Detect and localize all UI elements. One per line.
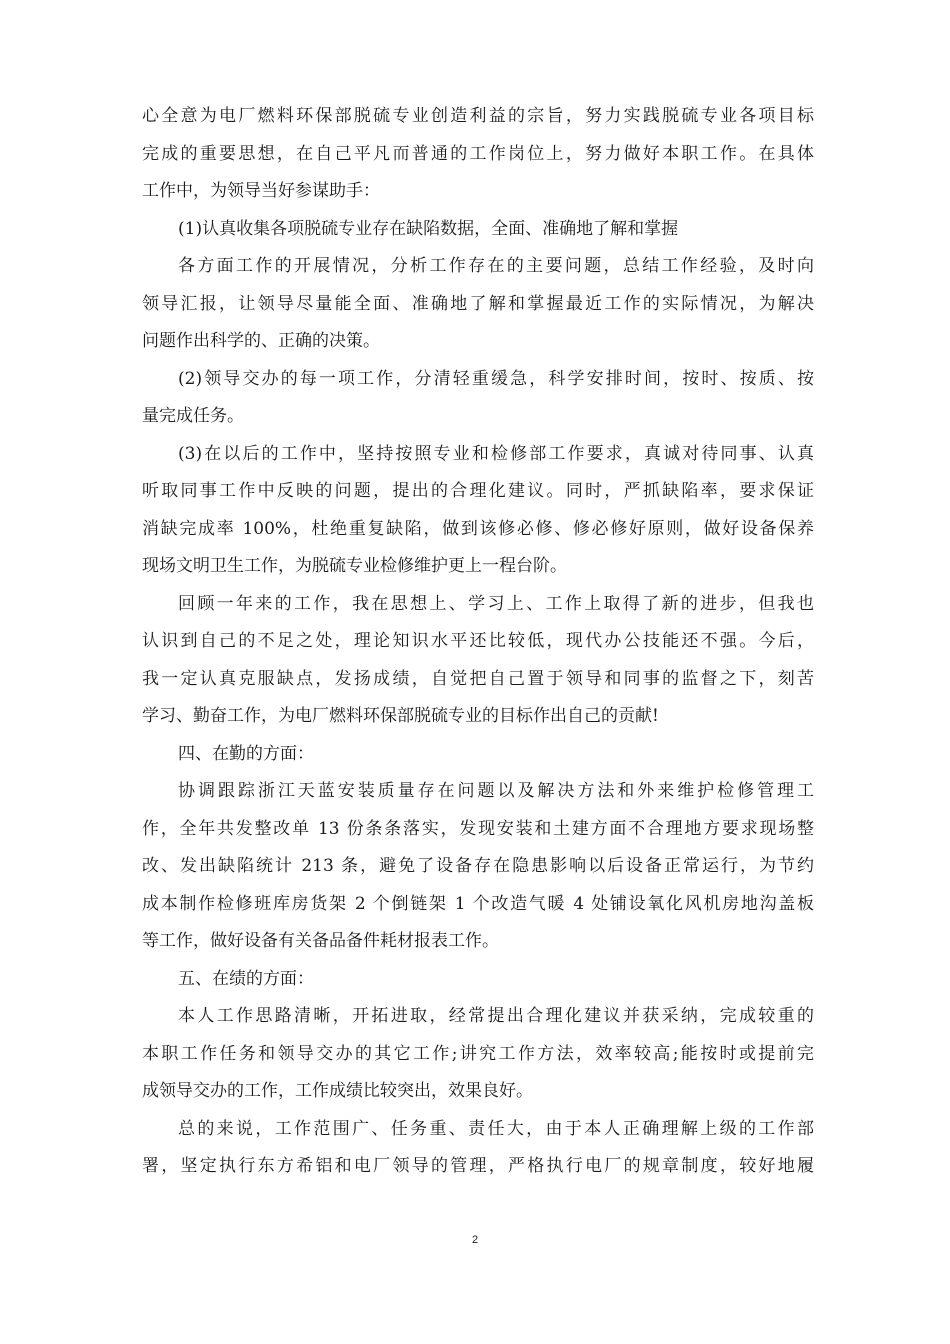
text-line: 等工作，做好设备有关备品备件耗材报表工作。	[142, 931, 499, 951]
text-line: 领导汇报，让领导尽量能全面、准确地了解和掌握最近工作的实际情况，为解决	[142, 293, 814, 314]
text-line: 本职工作任务和领导交办的其它工作;讲究工作方法，效率较高;能按时或提前完	[142, 1043, 814, 1064]
text-line: (2)领导交办的每一项工作，分清轻重缓急，科学安排时间，按时、按质、按	[178, 368, 814, 389]
text-line: 听取同事工作中反映的问题，提出的合理化建议。同时，严抓缺陷率，要求保证	[142, 481, 814, 501]
page-number: 2	[471, 1234, 479, 1246]
text-line: 问题作出科学的、正确的决策。	[142, 331, 380, 351]
text-line: 总的来说，工作范围广、任务重、责任大，由于本人正确理解上级的工作部	[178, 1118, 814, 1139]
text-line: 工作中，为领导当好参谋助手：	[142, 181, 380, 201]
text-line: 改、发出缺陷统计 213 条，避免了设备存在隐患影响以后设备正常运行，为节约	[142, 856, 814, 876]
text-line: 现场文明卫生工作，为脱硫专业检修维护更上一程台阶。	[142, 556, 567, 576]
text-line: (3)在以后的工作中，坚持按照专业和检修部工作要求，真诚对待同事、认真	[178, 443, 814, 464]
text-line: 量完成任务。	[142, 406, 244, 426]
text-line: 各方面工作的开展情况，分析工作存在的主要问题，总结工作经验，及时向	[178, 256, 814, 276]
text-line: 认识到自己的不足之处，理论知识水平还比较低，现代办公技能还不强。今后，	[142, 631, 814, 651]
text-line: 本人工作思路清晰，开拓进取，经常提出合理化建议并获采纳，完成较重的	[178, 1006, 814, 1026]
text-line: 成领导交办的工作，工作成绩比较突出，效果良好。	[142, 1081, 533, 1101]
text-line: 回顾一年来的工作，我在思想上、学习上、工作上取得了新的进步，但我也	[178, 593, 814, 614]
text-line: 作，全年共发整改单 13 份条条落实，发现安装和土建方面不合理地方要求现场整	[142, 818, 814, 839]
text-line: 成本制作检修班库房货架 2 个倒链架 1 个改造气暖 4 处铺设氧化风机房地沟盖板	[142, 893, 814, 914]
text-line: 四、在勤的方面：	[178, 743, 314, 764]
text-line: 心全意为电厂燃料环保部脱硫专业创造利益的宗旨，努力实践脱硫专业各项目标	[142, 106, 814, 126]
text-line: (1)认真收集各项脱硫专业存在缺陷数据，全面、准确地了解和掌握	[178, 218, 679, 239]
document-body	[142, 98, 814, 1186]
text-line: 署，坚定执行东方希铝和电厂领导的管理，严格执行电厂的规章制度，较好地履	[142, 1156, 814, 1176]
text-line: 协调跟踪浙江天蓝安装质量存在问题以及解决方法和外来维护检修管理工	[178, 781, 814, 801]
text-line: 我一定认真克服缺点，发扬成绩，自觉把自己置于领导和同事的监督之下，刻苦	[142, 668, 814, 689]
text-line: 消缺完成率 100%，杜绝重复缺陷，做到该修必修、修必修好原则，做好设备保养	[142, 518, 814, 539]
text-line: 五、在绩的方面：	[178, 968, 314, 989]
text-line: 完成的重要思想，在自己平凡而普通的工作岗位上，努力做好本职工作。在具体	[142, 143, 814, 164]
text-line: 学习、勤奋工作，为电厂燃料环保部脱硫专业的目标作出自己的贡献!	[142, 706, 659, 726]
